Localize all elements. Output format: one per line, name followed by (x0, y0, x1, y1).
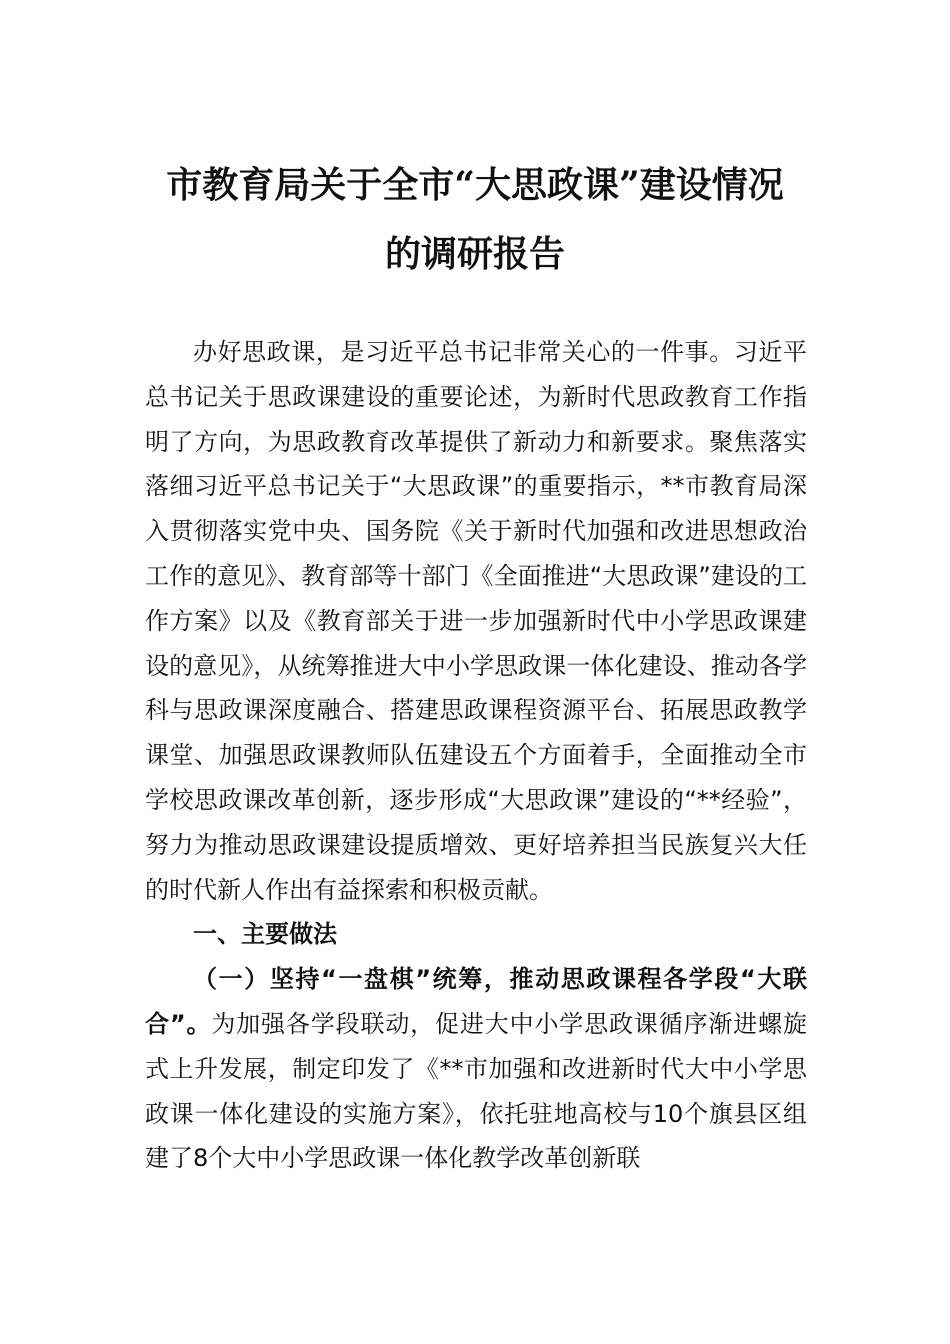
document-title-line-1: 市教育局关于全市“大思政课”建设情况 (166, 164, 784, 206)
subsection-heading-1: （一）坚持“一盘棋”统筹，推动思政课程各学段“大联合”。 (145, 965, 807, 1038)
subsection-paragraph-1 (145, 957, 807, 1181)
subsection-text-1: 为加强各学段联动，促进大中小学思政课循序渐进螺旋式上升发展，制定印发了《**市加强和改进新时代大中小学思政课一体化建设的实施方案》，依托驻地高校与10个旗县区组建了8个大中小学思政课一体化教学改革创新联 (145, 1009, 807, 1173)
intro-paragraph: 办好思政课，是习近平总书记非常关心的一件事。习近平总书记关于思政课建设的重要论述，为新时代思政教育工作指明了方向，为思政教育改革提供了新动力和新要求。聚焦落实落细习近平总书记关于“大思政课”的重要指示，**市教育局深入贯彻落实党中央、国务院《关于新时代加强和改进思想政治工作的意见》、教育部等十部门《全面推进“大思政课”建设的工作方案》以及《教育部关于进一步加强新时代中小学思政课建设的意见》，从统筹推进大中小学思政课一体化建设、推动各学科与思政课深度融合、搭建思政课程资源平台、拓展思政教学课堂、加强思政课教师队伍建设五个方面着手，全面推动全市学校思政课改革创新，逐步形成“大思政课”建设的“**经验”，努力为推动思政课建设提质增效、更好培养担当民族复兴大任的时代新人作出有益探索和积极贡献。 (145, 338, 807, 904)
document-body (145, 330, 807, 1181)
document-title-line-2: 的调研报告 (384, 233, 565, 275)
section-heading-main-practices: 一、主要做法 (193, 920, 337, 949)
